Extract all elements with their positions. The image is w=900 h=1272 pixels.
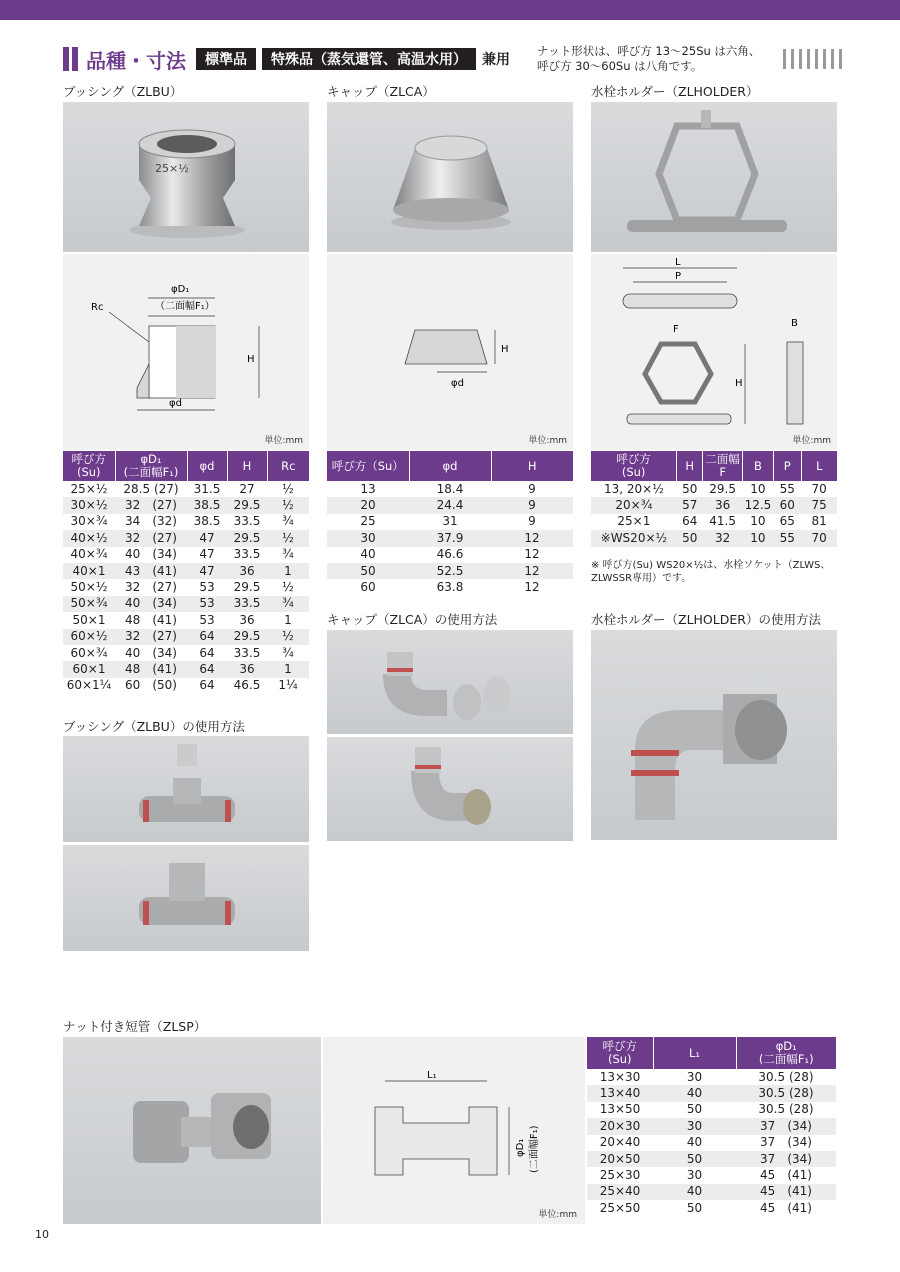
table-row <box>591 497 837 513</box>
zlholder-cell: 65 <box>773 514 801 530</box>
zlsp-cell: 20×50 <box>587 1151 653 1167</box>
zlbu-header-cell: Rc <box>267 451 309 481</box>
zlbu-cell: 46.5 <box>227 678 267 694</box>
zlbu-cell: ½ <box>267 530 309 546</box>
table-row <box>591 481 837 497</box>
zlsp-drawing <box>323 1037 585 1224</box>
zlsp-header-cell: L₁ <box>653 1037 736 1069</box>
zlbu-cell: 40 (34) <box>115 596 187 612</box>
zlbu-label: ブッシング（ZLBU） <box>63 84 183 99</box>
zlbu-cell: 47 <box>187 547 227 563</box>
zlbu-cell: 33.5 <box>227 645 267 661</box>
zlca-table <box>327 451 573 596</box>
zlsp-header-cell: 呼び方 (Su) <box>587 1037 653 1069</box>
top-color-bar <box>0 0 900 20</box>
dim-phid: φd <box>451 378 464 389</box>
zlbu-usage-photo-1 <box>63 736 309 842</box>
zlholder-cell: 32 <box>703 530 743 546</box>
zlholder-cell: 10 <box>743 481 774 497</box>
dim-h: H <box>735 378 743 389</box>
zlca-header-cell: H <box>491 451 573 481</box>
table-row <box>587 1069 836 1085</box>
zlbu-unit: 単位:mm <box>264 436 303 446</box>
table-row <box>63 547 309 563</box>
dim-l1: L₁ <box>427 1070 437 1081</box>
zlbu-usage-label: ブッシング（ZLBU）の使用方法 <box>63 719 245 734</box>
zlbu-cell: 64 <box>187 629 227 645</box>
zlsp-cell: 37 (34) <box>736 1135 836 1151</box>
zlsp-cell: 40 <box>653 1085 736 1101</box>
table-row <box>63 596 309 612</box>
zlbu-photo <box>63 102 309 252</box>
dim-h: H <box>501 344 509 355</box>
table-row <box>587 1167 836 1183</box>
zlbu-cell: 48 (41) <box>115 612 187 628</box>
zlbu-header-cell: φd <box>187 451 227 481</box>
zlbu-cell: 40×½ <box>63 530 115 546</box>
zlholder-cell: 81 <box>801 514 837 530</box>
zlsp-cell: 45 (41) <box>736 1184 836 1200</box>
zlsp-label: ナット付き短管（ZLSP） <box>63 1019 207 1034</box>
zlsp-cell: 50 <box>653 1102 736 1118</box>
zlholder-cell: 57 <box>677 497 703 513</box>
zlsp-cell: 45 (41) <box>736 1200 836 1216</box>
zlholder-cell: 75 <box>801 497 837 513</box>
zlbu-cell: 60×1 <box>63 661 115 677</box>
zlsp-unit: 単位:mm <box>538 1210 577 1220</box>
zlbu-cell: 29.5 <box>227 629 267 645</box>
zlsp-cell: 13×30 <box>587 1069 653 1085</box>
zlsp-cell: 30 <box>653 1167 736 1183</box>
zlbu-cell: 50×1 <box>63 612 115 628</box>
zlbu-cell: 40 (34) <box>115 645 187 661</box>
zlbu-header-cell: φD₁ (二面幅F₁) <box>115 451 187 481</box>
zlca-cell: 9 <box>491 497 573 513</box>
zlbu-cell: ½ <box>267 629 309 645</box>
zlsp-header-cell: φD₁ (二面幅F₁) <box>736 1037 836 1069</box>
zlbu-cell: 33.5 <box>227 547 267 563</box>
zlsp-table <box>587 1037 836 1217</box>
zlbu-cell: 36 <box>227 661 267 677</box>
zlbu-cell: 29.5 <box>227 530 267 546</box>
zlholder-header-cell: 二面幅F <box>703 451 743 481</box>
zlsp-cell: 40 <box>653 1135 736 1151</box>
zlca-label: キャップ（ZLCA） <box>327 84 435 99</box>
zlbu-cell: ½ <box>267 497 309 513</box>
zlsp-cell: 30.5 (28) <box>736 1102 836 1118</box>
title-accent-bar <box>63 47 69 71</box>
zlbu-cell: 38.5 <box>187 514 227 530</box>
zlholder-photo <box>591 102 837 252</box>
zlholder-cell: 29.5 <box>703 481 743 497</box>
zlca-usage-label: キャップ（ZLCA）の使用方法 <box>327 612 498 627</box>
zlbu-cell: 64 <box>187 678 227 694</box>
table-row <box>63 661 309 677</box>
zlca-cell: 12 <box>491 579 573 595</box>
zlbu-cell: 47 <box>187 530 227 546</box>
zlholder-cell: 70 <box>801 530 837 546</box>
tag-standard: 標準品 <box>196 48 256 70</box>
zlbu-cell: 40×¾ <box>63 547 115 563</box>
zlholder-cell: 36 <box>703 497 743 513</box>
zlsp-photo <box>63 1037 321 1224</box>
zlbu-cell: 38.5 <box>187 497 227 513</box>
zlbu-cell: 53 <box>187 612 227 628</box>
table-row <box>63 514 309 530</box>
zlca-cell: 31 <box>409 514 491 530</box>
zlca-header-cell: φd <box>409 451 491 481</box>
zlbu-cell: 32 (27) <box>115 579 187 595</box>
zlholder-cell: 50 <box>677 481 703 497</box>
zlbu-cell: 50×¾ <box>63 596 115 612</box>
zlholder-header-cell: 呼び方 (Su) <box>591 451 677 481</box>
dim-phiD1: φD₁ <box>515 1138 526 1157</box>
table-row <box>327 530 573 546</box>
dim-nimen: (二面幅F₁) <box>529 1125 540 1173</box>
zlholder-cell: 10 <box>743 530 774 546</box>
zlbu-cell: 29.5 <box>227 497 267 513</box>
zlbu-cell: 50×½ <box>63 579 115 595</box>
zlholder-cell: 25×1 <box>591 514 677 530</box>
zlbu-cell: 40 (34) <box>115 547 187 563</box>
table-row <box>63 579 309 595</box>
zlbu-cell: 53 <box>187 596 227 612</box>
zlsp-cell: 30 <box>653 1118 736 1134</box>
zlbu-usage-photo-2 <box>63 845 309 951</box>
zlbu-cell: 1 <box>267 612 309 628</box>
table-row <box>591 530 837 546</box>
table-row <box>63 481 309 497</box>
zlca-cell: 50 <box>327 563 409 579</box>
zlbu-cell: ¾ <box>267 547 309 563</box>
dim-phid: φd <box>169 398 182 409</box>
zlholder-unit: 単位:mm <box>792 436 831 446</box>
zlsp-cell: 30.5 (28) <box>736 1085 836 1101</box>
zlholder-footnote: ※ 呼び方(Su) WS20×½は、水栓ソケット（ZLWS、ZLWSSR専用）です。 <box>591 560 831 584</box>
zlca-cell: 12 <box>491 563 573 579</box>
zlholder-header-cell: L <box>801 451 837 481</box>
table-row <box>591 514 837 530</box>
zlbu-cell: 32 (27) <box>115 629 187 645</box>
zlca-cell: 52.5 <box>409 563 491 579</box>
zlsp-cell: 25×40 <box>587 1184 653 1200</box>
zlbu-header-cell: 呼び方 (Su) <box>63 451 115 481</box>
table-row <box>63 497 309 513</box>
table-row <box>587 1102 836 1118</box>
zlbu-cell: 30×¾ <box>63 514 115 530</box>
zlholder-usage-photo <box>591 630 837 840</box>
zlca-cell: 25 <box>327 514 409 530</box>
zlholder-cell: 13, 20×½ <box>591 481 677 497</box>
zlbu-cell: 33.5 <box>227 514 267 530</box>
zlbu-cell: 60×½ <box>63 629 115 645</box>
dim-h: H <box>247 354 255 365</box>
zlbu-cell: ¾ <box>267 514 309 530</box>
zlholder-header-cell: P <box>773 451 801 481</box>
dim-b: B <box>791 318 798 329</box>
zlbu-cell: 27 <box>227 481 267 497</box>
zlbu-cell: ½ <box>267 579 309 595</box>
zlbu-cell: ¾ <box>267 645 309 661</box>
section-header <box>63 45 510 73</box>
zlbu-cell: ¾ <box>267 596 309 612</box>
kenyo-label: 兼用 <box>482 52 510 68</box>
dim-l: L <box>675 257 681 268</box>
zlca-cell: 18.4 <box>409 481 491 497</box>
table-row <box>63 563 309 579</box>
zlbu-cell: 33.5 <box>227 596 267 612</box>
zlbu-cell: 25×½ <box>63 481 115 497</box>
zlholder-cell: 64 <box>677 514 703 530</box>
zlca-cell: 60 <box>327 579 409 595</box>
zlholder-drawing <box>591 254 837 450</box>
zlca-cell: 20 <box>327 497 409 513</box>
zlbu-cell: 28.5 (27) <box>115 481 187 497</box>
table-row <box>587 1085 836 1101</box>
zlca-cell: 63.8 <box>409 579 491 595</box>
zlholder-cell: 10 <box>743 514 774 530</box>
zlbu-cell: 48 (41) <box>115 661 187 677</box>
zlca-unit: 単位:mm <box>528 436 567 446</box>
zlca-header-cell: 呼び方（Su） <box>327 451 409 481</box>
zlca-cell: 40 <box>327 547 409 563</box>
zlholder-cell: 55 <box>773 481 801 497</box>
dim-f: F <box>673 324 679 335</box>
zlbu-table <box>63 451 309 694</box>
zlholder-cell: 12.5 <box>744 498 772 513</box>
table-row <box>327 514 573 530</box>
zlca-cell: 13 <box>327 481 409 497</box>
zlholder-label: 水栓ホルダー（ZLHOLDER） <box>591 84 759 99</box>
zlca-cell: 12 <box>491 547 573 563</box>
page-number: 10 <box>35 1228 49 1241</box>
zlholder-header-cell: H <box>677 451 703 481</box>
zlca-drawing <box>327 254 573 450</box>
table-row <box>327 579 573 595</box>
table-row <box>587 1200 836 1216</box>
zlsp-cell: 50 <box>653 1200 736 1216</box>
table-row <box>63 530 309 546</box>
zlholder-cell: 55 <box>773 530 801 546</box>
zlbu-cell: 47 <box>187 563 227 579</box>
zlholder-usage-label: 水栓ホルダー（ZLHOLDER）の使用方法 <box>591 612 821 627</box>
zlsp-cell: 40 <box>653 1184 736 1200</box>
zlca-cell: 30 <box>327 530 409 546</box>
svg-text:25×½: 25×½ <box>155 162 189 175</box>
zlsp-cell: 45 (41) <box>736 1167 836 1183</box>
tag-special: 特殊品（蒸気還管、高温水用） <box>262 48 476 70</box>
zlsp-cell: 37 (34) <box>736 1151 836 1167</box>
zlbu-drawing <box>63 254 309 450</box>
nut-shape-note: ナット形状は、呼び方 13〜25Su は六角、 呼び方 30〜60Su は八角です。 <box>537 44 761 73</box>
zlbu-cell: 36 <box>227 563 267 579</box>
zlbu-cell: 32 (27) <box>115 497 187 513</box>
zlbu-cell: 1¼ <box>267 678 309 694</box>
zlholder-header-cell: B <box>743 451 774 481</box>
zlbu-cell: 60×1¼ <box>63 678 115 694</box>
table-row <box>587 1118 836 1134</box>
zlca-cell: 12 <box>491 530 573 546</box>
zlbu-header-cell: H <box>227 451 267 481</box>
dim-nimen: （二面幅F₁） <box>155 301 215 312</box>
table-row <box>327 481 573 497</box>
dim-rc: Rc <box>91 302 104 313</box>
zlbu-cell: ½ <box>267 481 309 497</box>
table-row <box>63 612 309 628</box>
zlsp-cell: 20×30 <box>587 1118 653 1134</box>
zlca-cell: 24.4 <box>409 497 491 513</box>
zlbu-cell: 43 (41) <box>115 563 187 579</box>
zlholder-cell: 70 <box>801 481 837 497</box>
table-row <box>587 1151 836 1167</box>
zlca-usage-photo-2 <box>327 737 573 841</box>
section-title: 品種・寸法 <box>86 48 186 73</box>
zlsp-cell: 37 (34) <box>736 1118 836 1134</box>
zlbu-cell: 40×1 <box>63 563 115 579</box>
zlholder-cell: 41.5 <box>703 514 743 530</box>
zlholder-cell: 20×¾ <box>591 497 677 513</box>
zlbu-cell: 31.5 <box>187 481 227 497</box>
dim-phiD1: φD₁ <box>171 284 190 295</box>
zlbu-cell: 53 <box>187 579 227 595</box>
zlholder-cell: ※WS20×½ <box>591 530 677 546</box>
zlsp-cell: 30.5 (28) <box>736 1069 836 1085</box>
zlbu-cell: 32 (27) <box>115 530 187 546</box>
zlbu-cell: 1 <box>267 661 309 677</box>
table-row <box>63 678 309 694</box>
zlbu-cell: 60×¾ <box>63 645 115 661</box>
table-row <box>63 629 309 645</box>
zlca-usage-photo-1 <box>327 630 573 734</box>
decor-stripes <box>783 49 842 69</box>
table-row <box>587 1135 836 1151</box>
zlsp-cell: 25×30 <box>587 1167 653 1183</box>
zlca-cell: 46.6 <box>409 547 491 563</box>
zlbu-cell: 30×½ <box>63 497 115 513</box>
zlca-cell: 9 <box>491 481 573 497</box>
zlsp-cell: 25×50 <box>587 1200 653 1216</box>
zlbu-cell: 64 <box>187 645 227 661</box>
zlsp-cell: 20×40 <box>587 1135 653 1151</box>
zlbu-cell: 64 <box>187 661 227 677</box>
zlholder-cell: 60 <box>773 497 801 513</box>
zlca-cell: 9 <box>491 514 573 530</box>
zlbu-cell: 29.5 <box>227 579 267 595</box>
zlholder-table <box>591 451 837 547</box>
zlca-photo <box>327 102 573 252</box>
zlsp-cell: 30 <box>653 1069 736 1085</box>
table-row <box>327 497 573 513</box>
table-row <box>327 547 573 563</box>
zlbu-cell: 1 <box>267 563 309 579</box>
zlbu-cell: 36 <box>227 612 267 628</box>
title-accent-bar <box>72 47 78 71</box>
table-row <box>63 645 309 661</box>
zlca-cell: 37.9 <box>409 530 491 546</box>
zlbu-cell: 34 (32) <box>115 514 187 530</box>
zlsp-cell: 13×50 <box>587 1102 653 1118</box>
dim-p: P <box>675 271 682 282</box>
table-row <box>587 1184 836 1200</box>
table-row <box>327 563 573 579</box>
zlbu-cell: 60 (50) <box>115 678 187 694</box>
zlholder-cell: 50 <box>677 530 703 546</box>
zlsp-cell: 50 <box>653 1151 736 1167</box>
zlsp-cell: 13×40 <box>587 1085 653 1101</box>
